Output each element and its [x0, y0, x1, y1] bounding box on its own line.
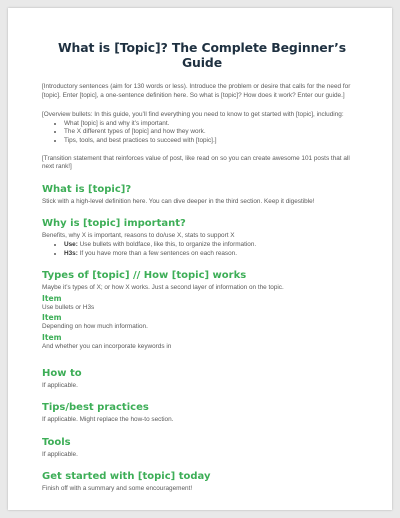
- list-item: [64, 250, 362, 259]
- item-heading: Item: [42, 332, 62, 342]
- bullet-text: If you have more than a few sentences on each reason.: [77, 249, 238, 257]
- item-body: And whether you can incorporate keywords in: [42, 342, 172, 350]
- bullet-label: Use:: [64, 240, 78, 248]
- section-body-types: Maybe it’s types of X; or how X works. Just a second layer of information on the topic.: [42, 284, 284, 292]
- bullet-text: Use bullets with boldface, like this, to organize the information.: [77, 240, 257, 248]
- bullet-label: H3s:: [64, 249, 78, 257]
- section-heading-start: Get started with [topic] today: [42, 471, 211, 483]
- section-body-how: If applicable.: [42, 381, 78, 389]
- section-heading-tips: Tips/best practices: [42, 402, 149, 414]
- document-title: What is [Topic]? The Complete Beginner’s Guide: [57, 40, 347, 70]
- section-heading-why: Why is [topic] important?: [42, 218, 186, 230]
- item-heading: Item: [42, 313, 62, 323]
- list-item: • The X different types of [topic] and how they work.: [64, 128, 362, 137]
- section-body-why: Benefits, why X is important, reasons to do/use X, stats to support X: [42, 232, 235, 240]
- section-body-tools: If applicable.: [42, 450, 78, 458]
- item-heading: Item: [42, 293, 62, 303]
- item-body: Use bullets or H3s: [42, 303, 95, 311]
- why-list: [42, 241, 362, 258]
- section-heading-types: Types of [topic] // How [topic] works: [42, 270, 247, 282]
- section-heading-how: How to: [42, 367, 82, 379]
- overview-paragraph: [Overview bullets: In this guide, you’ll find everything you need to know to get started with [topic], including:: [42, 111, 344, 119]
- document-page: [8, 8, 392, 510]
- overview-list: [42, 120, 362, 146]
- section-heading-tools: Tools: [42, 436, 71, 448]
- list-item: [64, 241, 362, 250]
- section-body-what: Stick with a high-level definition here. You can dive deeper in the third section. Keep it digestible!: [42, 197, 315, 205]
- section-body-start: Finish off with a summary and some encouragement!: [42, 485, 193, 493]
- section-heading-what: What is [topic]?: [42, 183, 132, 195]
- list-item: • Tips, tools, and best practices to succeed with [topic].]: [64, 137, 362, 146]
- item-body: Depending on how much information.: [42, 323, 148, 331]
- intro-paragraph: [Introductory sentences (aim for 130 words or less). Introduce the problem or desire that calls for the need for [topic]. Enter [topic], a one-sentence definition here. So what is [topic]? How does it work? Enter our guide.]: [42, 83, 351, 99]
- list-item: • What [topic] is and why it’s important.: [64, 120, 362, 129]
- transition-paragraph: [Transition statement that reinforces value of post, like read on so you can create awesome 101 posts that all next rank!]: [42, 154, 350, 171]
- section-body-tips: If applicable. Might replace the how-to section.: [42, 416, 174, 424]
